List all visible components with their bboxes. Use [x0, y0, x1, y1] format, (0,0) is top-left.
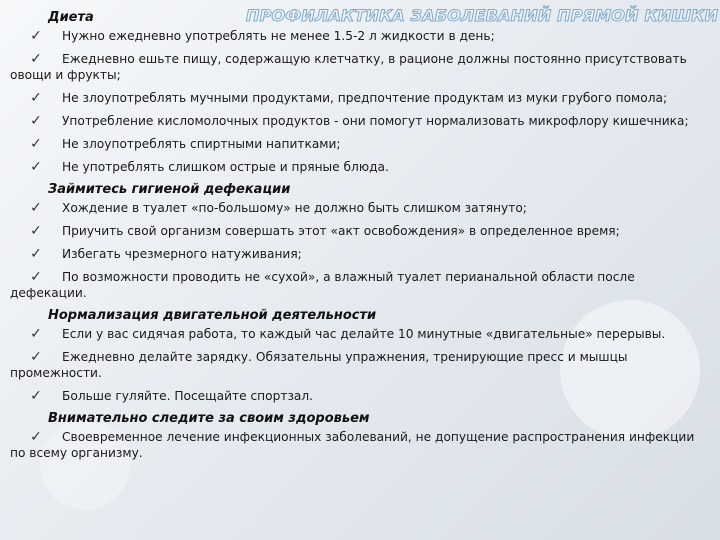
list-item-text: Избегать чрезмерного натуживания; — [62, 247, 302, 261]
list-item-text: По возможности проводить не «сухой», а влажный туалет перианальной области после дефекации. — [10, 270, 635, 300]
list-item-text: Если у вас сидячая работа, то каждый час делайте 10 минутные «двигательные» перерывы. — [62, 327, 666, 341]
list-item — [10, 349, 712, 381]
list-item — [10, 429, 712, 461]
page-title: ПРОФИЛАКТИКА ЗАБОЛЕВАНИЙ ПРЯМОЙ КИШКИ — [246, 6, 719, 25]
checkmark-icon: ✓ — [30, 223, 42, 239]
checkmark-icon: ✓ — [30, 28, 42, 44]
section-heading: Внимательно следите за своим здоровьем — [48, 411, 370, 426]
list-item-text: Не злоупотреблять мучными продуктами, предпочтение продуктам из муки грубого помола; — [62, 91, 668, 105]
section-heading: Нормализация двигательной деятельности — [48, 308, 377, 323]
list-item — [10, 113, 712, 129]
list-item — [10, 223, 712, 239]
checkmark-icon: ✓ — [30, 159, 42, 175]
list-item — [10, 269, 712, 301]
list-item — [10, 326, 712, 342]
checkmark-icon: ✓ — [30, 326, 42, 342]
list-item — [10, 136, 712, 152]
list-item-text: Приучить свой организм совершать этот «акт освобождения» в определенное время; — [62, 224, 620, 238]
checkmark-icon: ✓ — [30, 113, 42, 129]
list-item — [10, 159, 712, 175]
checkmark-icon: ✓ — [30, 136, 42, 152]
list-item — [10, 28, 712, 44]
list-item-text: Ежедневно делайте зарядку. Обязательны упражнения, тренирующие пресс и мышцы промежности. — [10, 350, 628, 380]
checkmark-icon: ✓ — [30, 349, 42, 365]
list-item-text: Не злоупотреблять спиртными напитками; — [62, 137, 341, 151]
checkmark-icon: ✓ — [30, 200, 42, 216]
list-item-text: Больше гуляйте. Посещайте спортзал. — [62, 389, 314, 403]
content-area — [10, 10, 712, 468]
section-heading: Займитесь гигиеной дефекации — [48, 182, 291, 197]
checkmark-icon: ✓ — [30, 246, 42, 262]
checkmark-icon: ✓ — [30, 429, 42, 445]
list-item-text: Своевременное лечение инфекционных заболеваний, не допущение распространения инфекции по всему организму. — [10, 430, 695, 460]
list-item-text: Не употреблять слишком острые и пряные блюда. — [62, 160, 389, 174]
checkmark-icon: ✓ — [30, 269, 42, 285]
checkmark-icon: ✓ — [30, 51, 42, 67]
list-item — [10, 246, 712, 262]
list-item-text: Нужно ежедневно употреблять не менее 1.5-2 л жидкости в день; — [62, 29, 495, 43]
list-item-text: Ежедневно ешьте пищу, содержащую клетчатку, в рационе должны постоянно присутствовать овощи и фрукты; — [10, 52, 687, 82]
list-item-text: Употребление кисломолочных продуктов - они помогут нормализовать микрофлору кишечника; — [62, 114, 689, 128]
checkmark-icon: ✓ — [30, 388, 42, 404]
checkmark-icon: ✓ — [30, 90, 42, 106]
list-item — [10, 388, 712, 404]
list-item — [10, 90, 712, 106]
list-item — [10, 200, 712, 216]
list-item — [10, 51, 712, 83]
section-heading: Диета — [48, 10, 94, 25]
list-item-text: Хождение в туалет «по-большому» не должно быть слишком затянуто; — [62, 201, 527, 215]
